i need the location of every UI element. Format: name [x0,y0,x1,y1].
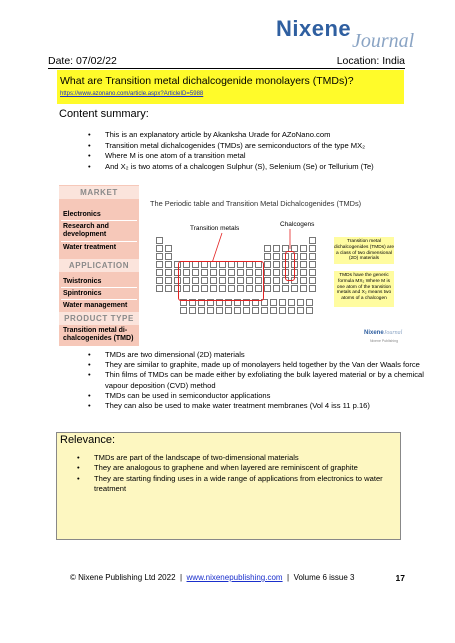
relevance-list [77,453,397,494]
element-cell [270,307,277,314]
chalcogens-highlight [285,251,295,281]
summary-list [88,130,428,172]
list-item: • Where M is one atom of a transition metal [88,151,428,162]
article-location: Location: India [336,55,405,67]
list-item: • TMDs are two dimensional (2D) materials [88,350,428,360]
dateline [48,54,405,69]
periodic-table-figure [150,199,410,357]
element-cell [282,285,289,292]
element-cell [264,253,271,260]
element-cell [165,261,172,268]
brand-name-main: Nixene [276,16,352,41]
element-cell [273,285,280,292]
element-cell [273,253,280,260]
element-cell [300,245,307,252]
tmd-note-box: Transition metal dichalcogenides (TMDs) are a class of two dimensional (2D) materials [334,237,394,264]
sidebar-divider [61,241,137,242]
article-link[interactable]: https://www.azonano.com/article.aspx?ArticleID=5988 [60,91,204,97]
element-cell [309,285,316,292]
label-chalcogens: Chalcogens [280,221,315,228]
figure-title: The Periodic table and Transition Metal Dichalcogenides (TMDs) [150,199,362,208]
element-cell [180,307,187,314]
list-item: • And X₂ is two atoms of a chalcogen Sulphur (S), Selenium (Se) or Tellurium (Te) [88,162,428,173]
figure-logo [364,330,402,336]
brand-logo [254,16,414,52]
footer-volume: Volume 6 issue 3 [293,573,355,582]
sidebar-item: Twistronics [63,278,102,285]
list-item: • Transition metal dichalcogenides (TMDs) are semiconductors of the type MX₂ [88,141,428,152]
element-cell [300,277,307,284]
element-cell [279,307,286,314]
element-cell [300,285,307,292]
sidebar-heading-product: PRODUCT TYPE [64,314,134,323]
element-cell [273,277,280,284]
footer-separator: | [287,573,290,582]
list-item: • TMDs can be used in semiconductor applications [88,391,428,401]
transition-metals-highlight [178,261,264,301]
sidebar-divider [61,287,137,288]
element-cell [264,269,271,276]
element-cell [261,307,268,314]
element-cell [156,253,163,260]
sidebar-item: Spintronics [63,290,102,297]
footer-separator: | [179,573,183,582]
sidebar-item: Transition metal di-chalcogenides (TMD) [63,327,134,342]
sidebar-item: Research and development [63,223,109,238]
element-cell [300,269,307,276]
element-cell [297,307,304,314]
element-cell [309,269,316,276]
sidebar-item: Water management [63,302,128,309]
element-cell [309,237,316,244]
figure-logo-second: Journal [383,330,403,336]
element-cell [189,307,196,314]
element-cell [309,253,316,260]
element-cell [165,277,172,284]
element-cell [288,307,295,314]
element-cell [300,261,307,268]
title-box [57,70,404,104]
page-number: 17 [395,573,405,583]
element-cell [225,307,232,314]
footer-website-link[interactable]: www.nixenepublishing.com [186,573,283,582]
element-cell [156,261,163,268]
relevance-box [56,432,401,540]
element-cell [297,299,304,306]
category-sidebar [59,185,139,346]
element-cell [273,269,280,276]
element-cell [273,245,280,252]
figure-logo-main: Nixene [364,330,384,336]
sidebar-item: Electronics [63,211,101,218]
element-cell [165,269,172,276]
element-cell [300,253,307,260]
page-footer [70,573,405,582]
element-cell [309,277,316,284]
list-item: • They are starting finding uses in a wide range of applications from electronics to water treatment [77,474,397,495]
article-title: What are Transition metal dichalcogenide monolayers (TMDs)? [60,75,354,87]
summary-heading: Content summary: [59,108,149,120]
element-cell [165,253,172,260]
element-cell [309,261,316,268]
element-cell [234,307,241,314]
footer-copyright: © Nixene Publishing Ltd 2022 [70,573,176,582]
element-cell [156,277,163,284]
element-cell [156,245,163,252]
list-item: • Thin films of TMDs can be made either by exfoliating the bulk layered material or by a chemical vapour deposition (CVD) method [88,370,428,390]
element-cell [264,261,271,268]
list-item: • They can also be used to make water treatment membranes (Vol 4 iss 11 p.16) [88,401,428,411]
element-cell [279,299,286,306]
element-cell [273,261,280,268]
element-cell [207,307,214,314]
list-item: • They are similar to graphite, made up of monolayers held together by the Van der Waals force [88,360,428,370]
element-cell [252,307,259,314]
element-cell [291,285,298,292]
sidebar-divider [61,220,137,221]
sidebar-heading-application: APPLICATION [68,261,130,270]
element-cell [264,285,271,292]
element-cell [270,299,277,306]
element-cell [156,237,163,244]
element-cell [198,307,205,314]
sidebar-divider [61,299,137,300]
list-item: • This is an explanatory article by Akanksha Urade for AZoNano.com [88,130,428,141]
list-item: • TMDs are part of the landscape of two-dimensional materials [77,453,397,463]
formula-note-box: TMDs have the generic formula MX₂ Where M is one atom of the transition metals and X₂ means two atoms of a chalcogen [334,271,394,307]
element-cell [288,299,295,306]
element-cell [165,245,172,252]
brand-name-second: Journal [352,30,415,52]
element-cell [306,299,313,306]
element-cell [156,269,163,276]
element-cell [264,277,271,284]
element-cell [309,245,316,252]
element-cell [306,307,313,314]
element-cell [156,285,163,292]
relevance-heading: Relevance: [60,434,116,446]
facts-list [88,350,428,411]
element-cell [216,307,223,314]
element-cell [165,285,172,292]
article-date: Date: 07/02/22 [48,55,117,67]
list-item: • They are analogous to graphene and when layered are reminiscent of graphite [77,463,397,473]
sidebar-heading-market: MARKET [80,188,118,197]
element-cell [243,307,250,314]
element-cell [264,245,271,252]
sidebar-item: Water treatment [63,244,117,251]
figure-logo-sub: Nixene Publishing [370,339,399,343]
label-transition-metals: Transition metals [190,225,240,232]
